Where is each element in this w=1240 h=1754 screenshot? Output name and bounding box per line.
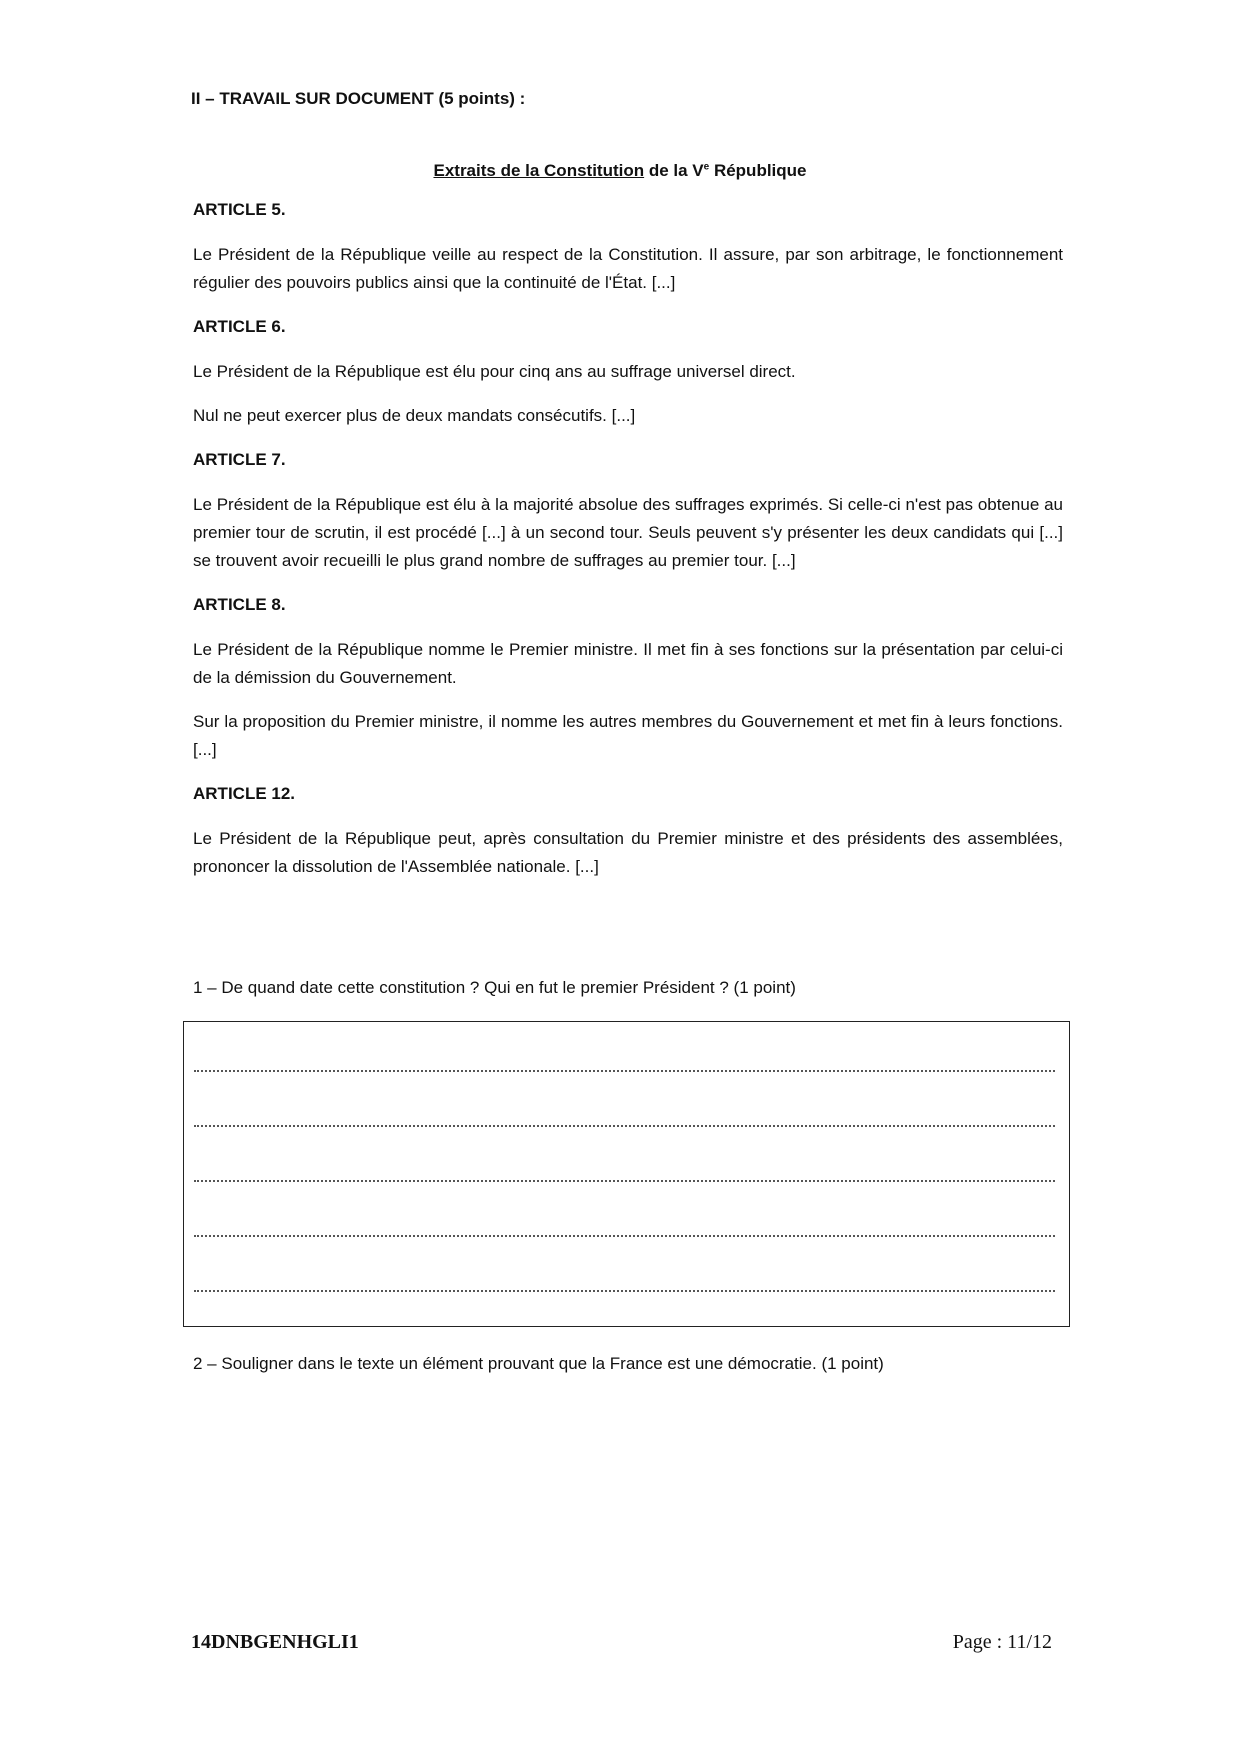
page-number: Page : 11/12 <box>952 1631 1052 1653</box>
article-12 <box>193 780 1063 881</box>
article-paragraph: Sur la proposition du Premier ministre, il nomme les autres membres du Gouvernement et met fin à leurs fonctions. [...] <box>193 712 1063 759</box>
articles <box>193 196 1063 897</box>
document-title-sup: e <box>703 161 710 173</box>
article-paragraph: Le Président de la République est élu à la majorité absolue des suffrages exprimés. Si celle-ci n'est pas obtenue au premier tour de scrutin, il est procédé [...] à un second tour. Seuls peuvent s'y présenter les deux candidats qui [...] se trouvent avoir recueilli le plus grand nombre de suffrages au premier tour. [...] <box>193 495 1063 570</box>
footer-code: 14DNBGENHGLI1 <box>191 1631 359 1653</box>
document-title-underlined: Extraits de la Constitution <box>433 161 645 180</box>
question-2: 2 – Souligner dans le texte un élément prouvant que la France est une démocratie. (1 point) <box>193 1354 884 1373</box>
article-heading: ARTICLE 7. <box>193 450 286 469</box>
document-title-mid: de la V <box>644 161 704 180</box>
article-heading: ARTICLE 6. <box>193 317 286 336</box>
answer-line[interactable] <box>194 1070 1055 1072</box>
article-paragraph: Le Président de la République est élu pour cinq ans au suffrage universel direct. <box>193 362 796 381</box>
section-title: II – TRAVAIL SUR DOCUMENT (5 points) : <box>191 89 526 108</box>
article-heading: ARTICLE 12. <box>193 784 296 803</box>
article-8 <box>193 591 1063 764</box>
article-7 <box>193 446 1063 575</box>
article-paragraph: Le Président de la République peut, après consultation du Premier ministre et des présidents des assemblées, prononcer la dissolution de l'Assemblée nationale. [...] <box>193 829 1063 876</box>
article-paragraph: Nul ne peut exercer plus de deux mandats consécutifs. [...] <box>193 406 636 425</box>
answer-box[interactable] <box>183 1021 1070 1327</box>
answer-line[interactable] <box>194 1235 1055 1237</box>
question-1: 1 – De quand date cette constitution ? Qui en fut le premier Président ? (1 point) <box>193 978 796 997</box>
article-6 <box>193 313 1063 430</box>
article-heading: ARTICLE 5. <box>193 200 286 219</box>
document-title-end: République <box>709 161 807 180</box>
article-paragraph: Le Président de la République nomme le Premier ministre. Il met fin à ses fonctions sur la présentation par celui-ci de la démission du Gouvernement. <box>193 640 1063 687</box>
article-heading: ARTICLE 8. <box>193 595 286 614</box>
answer-line[interactable] <box>194 1290 1055 1292</box>
answer-line[interactable] <box>194 1180 1055 1182</box>
article-5 <box>193 196 1063 297</box>
document-title <box>0 161 1240 181</box>
answer-line[interactable] <box>194 1125 1055 1127</box>
article-paragraph: Le Président de la République veille au respect de la Constitution. Il assure, par son arbitrage, le fonctionnement régulier des pouvoirs publics ainsi que la continuité de l'État. [...] <box>193 245 1063 292</box>
